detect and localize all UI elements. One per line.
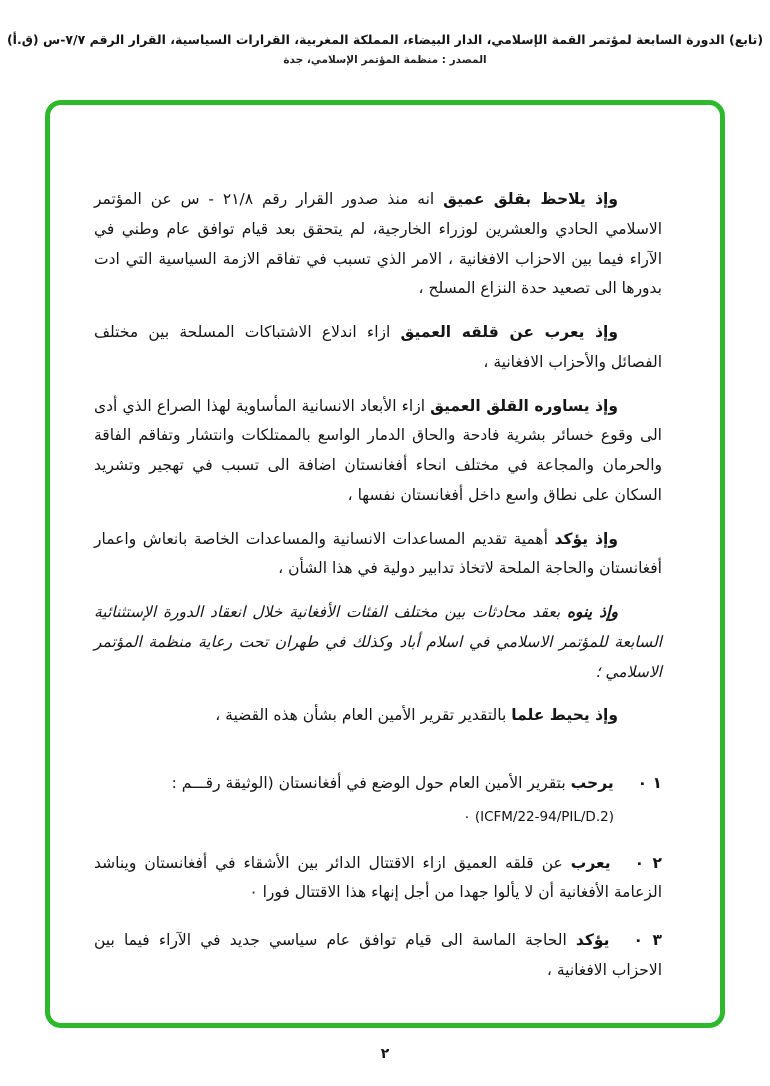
paragraph-3-lead: وإذ يساوره القلق العميق (430, 396, 618, 415)
paragraph-1-lead: وإذ يلاحظ بقلق عميق (443, 190, 618, 208)
item-3-text: الحاجة الماسة الى قيام توافق عام سياسي جديد في الآراء فيما بين الاحزاب الافغانية ، (94, 931, 662, 979)
paragraph-6-text: بالتقدير تقرير الأمين العام بشأن هذه القضية ، (215, 706, 507, 725)
item-1-lead: يرحب (570, 774, 614, 792)
paragraph-5-text: بعقد محادثات بين مختلف الفئات الأفغانية خلال انعقاد الدورة الإستثنائية السابعة للمؤتمر الاسلامي في اسلام أباد وكذلك في طهران تحت رعاية منظمة المؤتمر الاسلامي ؛ (94, 603, 662, 681)
paragraph-3-text: ازاء الأبعاد الانسانية المأساوية لهذا الصراع الذي أدى الى وقوع خسائر بشرية فادحة والحاق الدمار الواسع بالممتلكات وانتشار وتفاقم الفاقة والحرمان والمجاعة في مختلف انحاء أفغانستان اضافة الى تسبب في تهجير وتشريد السكان على نطاق واسع داخل أفغانستان نفسها ، (94, 396, 662, 504)
item-2-text: عن قلقه العميق ازاء الاقتتال الدائر بين الأشقاء في أفغانستان ويناشد الزعامة الأفغانية أن لا يألوا جهدا من أجل إنهاء هذا الاقتتال فورا ٠ (94, 853, 662, 902)
item-1-number: ١ ٠ (637, 774, 662, 792)
paragraph-1 (94, 185, 662, 304)
paragraph-5 (94, 598, 662, 687)
paragraph-2 (94, 318, 662, 378)
item-3-lead: يؤكد (575, 931, 610, 950)
document-reference-code: (ICFM/22-94/PIL/D.2) ٠ (463, 808, 614, 825)
paragraph-2-text: ازاء اندلاع الاشتباكات المسلحة بين مختلف الفصائل والأحزاب الافغانية ، (94, 323, 662, 371)
paragraph-3 (94, 392, 662, 511)
item-1-text: بتقرير الأمين العام حول الوضع في أفغانستان (الوثيقة رقـــم : (171, 774, 566, 792)
document-body (94, 185, 662, 986)
paragraph-4-text: أهمية تقديم المساعدات الانسانية والمساعدات الخاصة بانعاش واعمار أفغانستان والحاجة الملحة لاتخاذ تدابير دولية في هذا الشأن ، (94, 529, 662, 578)
list-item-2 (94, 849, 662, 909)
list-item-1 (94, 769, 662, 799)
paragraph-6 (94, 701, 662, 731)
item-2-number: ٢ ٠ (634, 853, 662, 872)
header-title: (تابع) الدورة السابعة لمؤتمر القمة الإسلامي، الدار البيضاء، المملكة المغربية، القرارات السياسية، القرار الرقم ٧/٧-س (ق.أ) (6, 32, 764, 47)
paragraph-4-lead: وإذ يؤكد (554, 529, 618, 548)
page-number: ٢ (380, 1046, 390, 1062)
item-3-number: ٣ ٠ (633, 931, 662, 950)
item-2-lead: يعرب (570, 853, 611, 872)
paragraph-5-lead: وإذ ينوه (566, 603, 618, 621)
paragraph-2-lead: وإذ يعرب عن قلقه العميق (400, 323, 618, 341)
list-item-3 (94, 926, 662, 986)
paragraph-4 (94, 525, 662, 585)
paragraph-6-lead: وإذ يحيط علما (511, 706, 618, 725)
header-source: المصدر : منظمة المؤتمر الإسلامي، جدة (283, 54, 487, 66)
document-header (0, 0, 770, 66)
green-border-frame (45, 100, 725, 1028)
numbered-list (94, 769, 662, 986)
paragraph-1-text: انه منذ صدور القرار رقم ٢١/٨ - س عن المؤتمر الاسلامي الحادي والعشرين لوزراء الخارجية، لم يتحقق بعد قيام توافق عام وطني في الآراء فيما بين الاحزاب الافغانية ، الامر الذي تسبب في تفاقم الازمة السياسية التي ادت بدورها الى تصعيد حدة النزاع المسلح ، (94, 190, 662, 298)
